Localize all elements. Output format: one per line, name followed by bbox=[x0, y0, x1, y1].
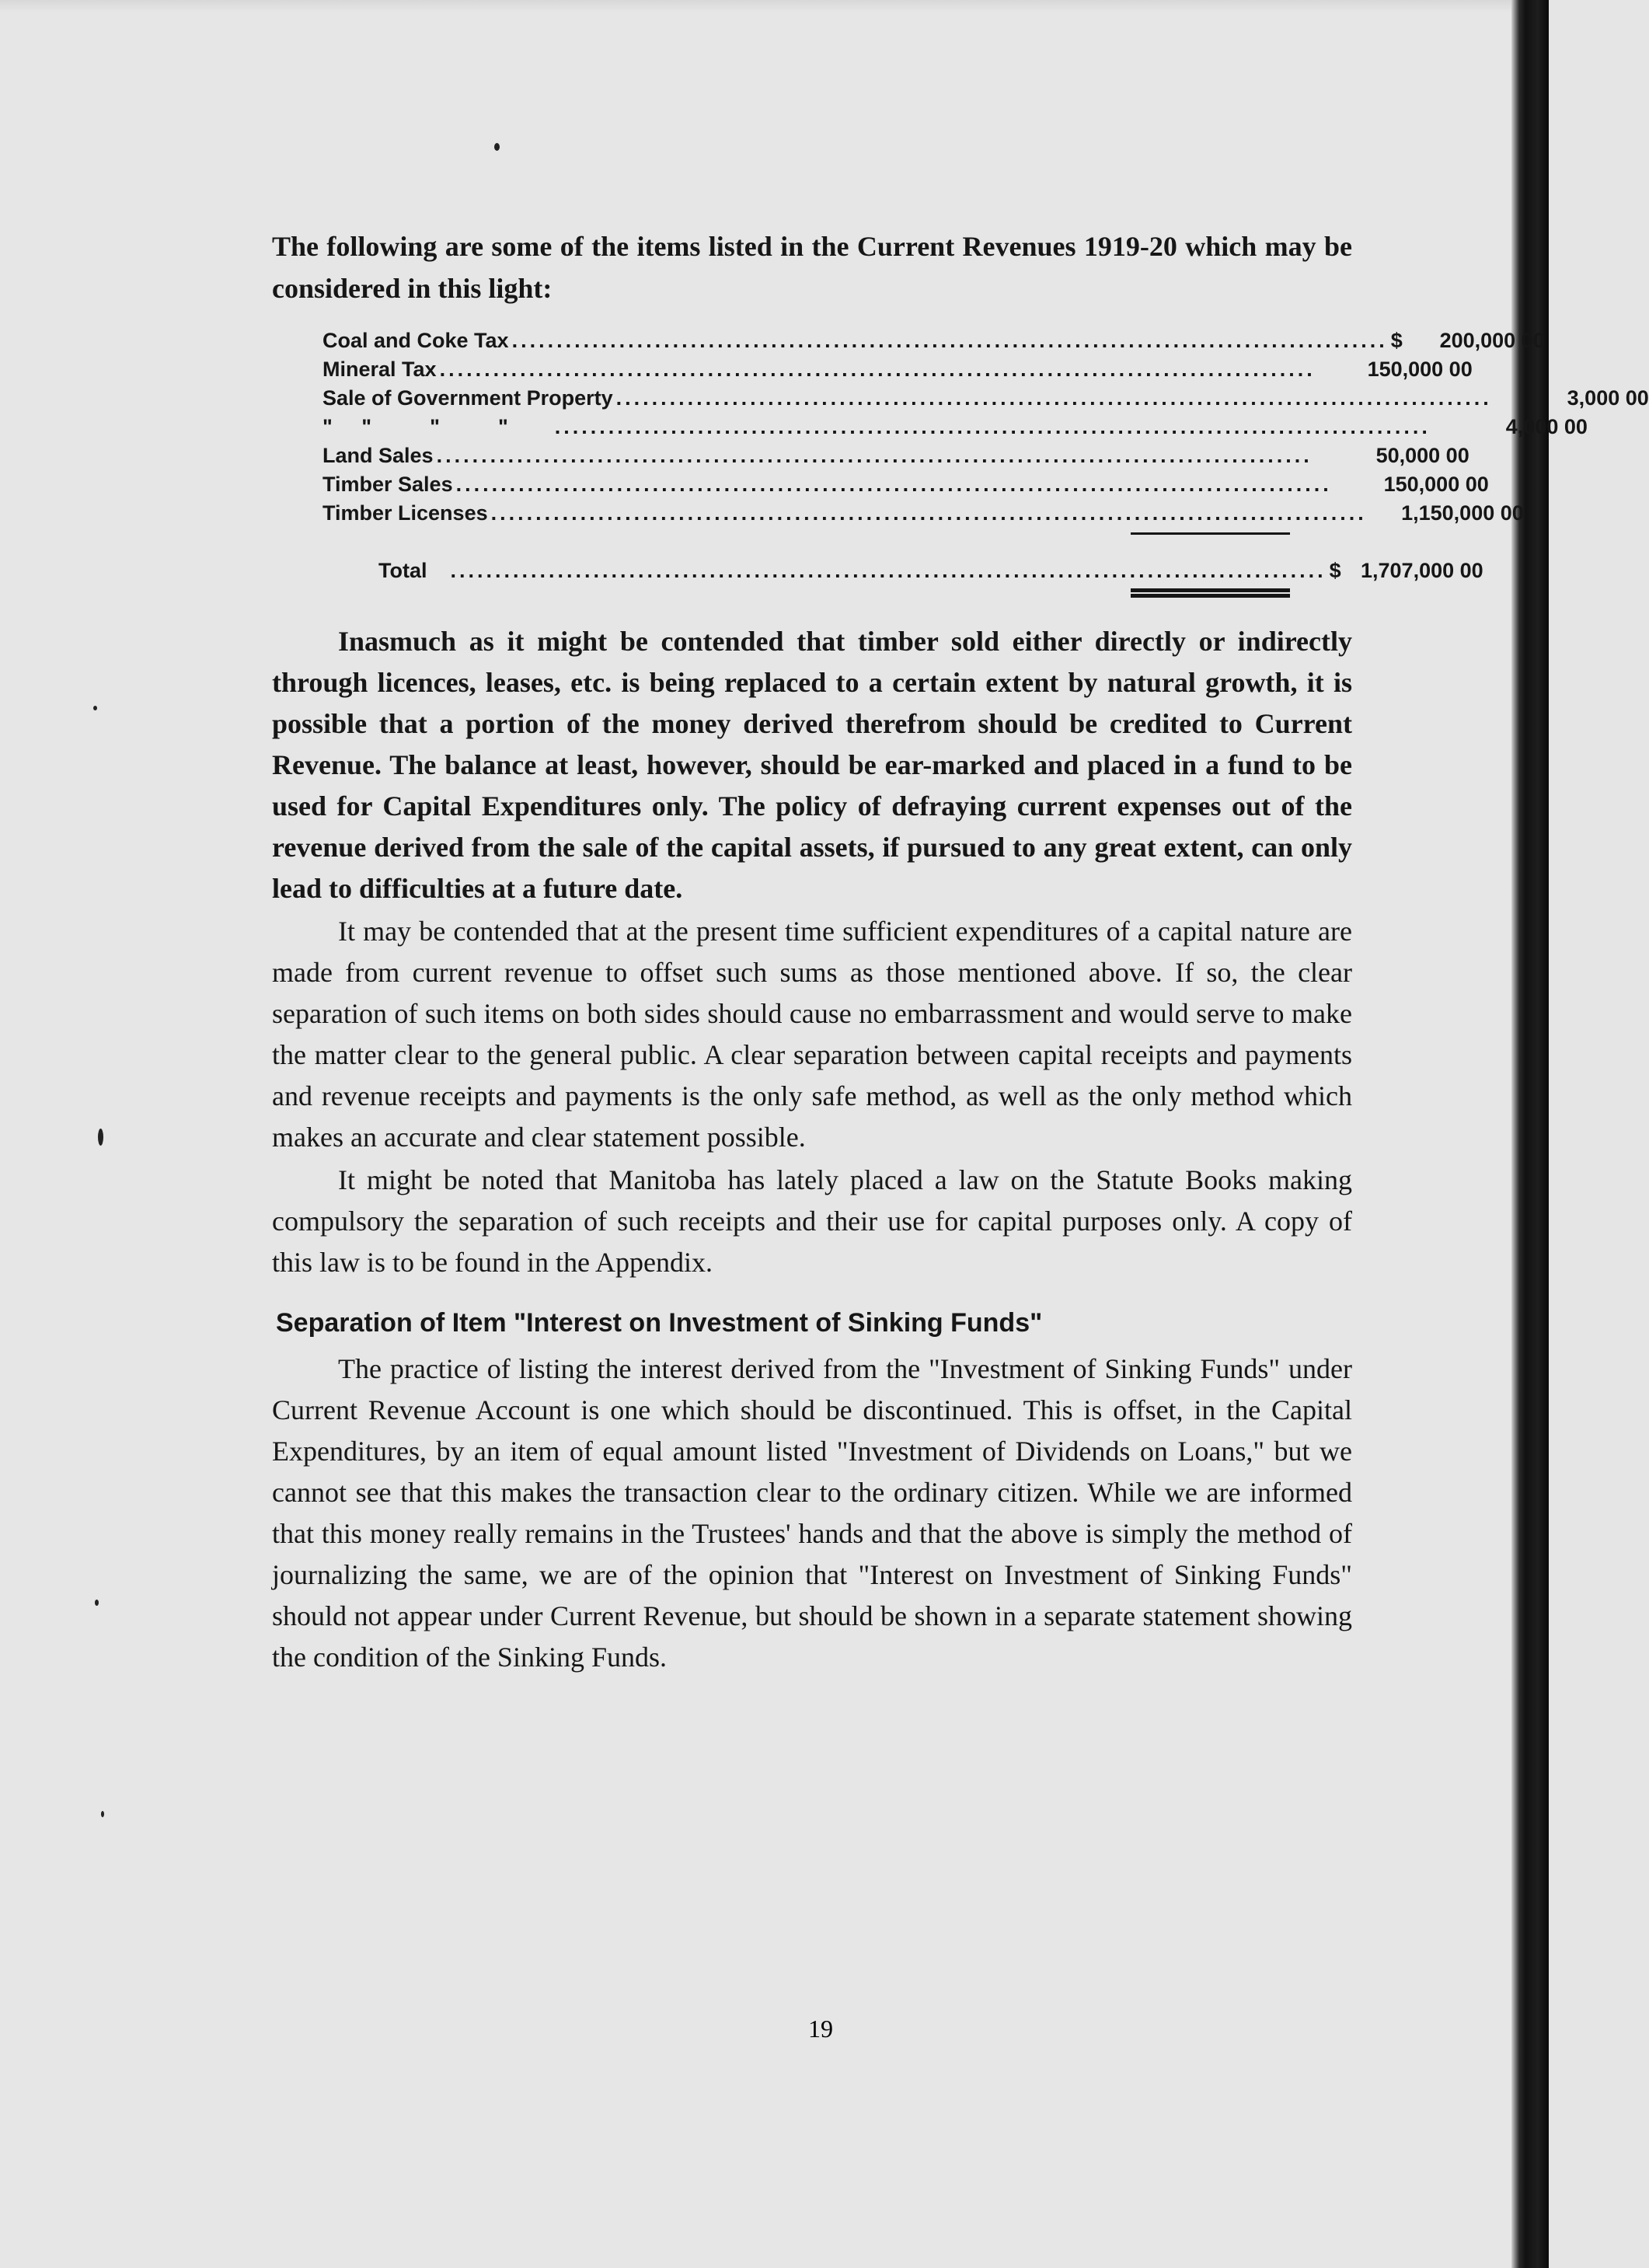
ledger-amount: 150,000 00 bbox=[1383, 473, 1489, 496]
ledger-label: " " " " bbox=[322, 415, 508, 438]
ledger-label: Timber Sales bbox=[322, 473, 453, 496]
dot-leader: .................................................................................................. bbox=[490, 501, 1367, 525]
section-heading: Separation of Item "Interest on Investment of Sinking Funds" bbox=[276, 1308, 1043, 1338]
ledger-amount: 150,000 00 bbox=[1367, 358, 1473, 381]
ledger-amount: 50,000 00 bbox=[1375, 444, 1469, 467]
ink-speck bbox=[98, 1129, 103, 1146]
ledger-label: Coal and Coke Tax bbox=[322, 329, 509, 352]
ledger-row bbox=[322, 384, 1649, 413]
total-double-rule bbox=[1131, 588, 1290, 598]
scan-top-shadow bbox=[0, 0, 1549, 12]
ledger-row bbox=[322, 441, 1469, 470]
dot-leader: .................................................................................................. bbox=[439, 358, 1316, 381]
total-rule bbox=[1131, 532, 1290, 535]
dot-leader: .................................................................................................. bbox=[455, 473, 1332, 496]
body-paragraph: Inasmuch as it might be contended that timber sold either directly or indirectly through licences, leases, etc. is being replaced to a certain extent by natural growth, it is possible that a portion of the money derived therefrom should be credited to Current Revenue. The balance at least, however, should be ear-marked and placed in a fund to be used for Capital Expenditures only. The policy of defraying current expenses out of the revenue derived from the sale of the capital assets, if pursued to any great extent, can only lead to difficulties at a future date. bbox=[272, 626, 1352, 904]
ledger-row bbox=[322, 499, 1524, 528]
intro-paragraph: The following are some of the items listed in the Current Revenues 1919-20 which may be considered in this light: bbox=[272, 231, 1352, 304]
dot-leader: .................................................................................................. bbox=[554, 415, 1431, 438]
dot-leader: .................................................................................................. bbox=[436, 444, 1313, 467]
total-currency: $ bbox=[1329, 559, 1341, 582]
dot-leader: .................................................................................................. bbox=[615, 386, 1492, 410]
ledger-label: Sale of Government Property bbox=[322, 386, 613, 410]
ink-speck bbox=[494, 143, 500, 151]
section-paragraph: The practice of listing the interest derived from the "Investment of Sinking Funds" under Current Revenue Account is one which should be discontinued. This is offset, in the Capital Expenditures, by an item of equal amount listed "Investment of Dividends on Loans," but we cannot see that this makes the transaction clear to the ordinary citizen. While we are informed that this money really remains in the Trustees' hands and that the above is simply the method of journalizing the same, we are of the opinion that "Interest on Investment of Sinking Funds" should not appear under Current Revenue, but should be shown in a separate statement showing the condition of the Sinking Funds. bbox=[272, 1353, 1352, 1673]
total-label: Total bbox=[378, 559, 427, 582]
page-number: 19 bbox=[808, 2015, 833, 2043]
ledger-label: Timber Licenses bbox=[322, 501, 488, 525]
ledger-label: Land Sales bbox=[322, 444, 434, 467]
ledger-row bbox=[322, 413, 1588, 441]
page-content bbox=[272, 225, 1649, 1678]
ledger-total-row bbox=[322, 557, 1483, 585]
total-amount: 1,707,000 00 bbox=[1361, 559, 1483, 582]
body-paragraph: It may be contended that at the present time sufficient expenditures of a capital nature are made from current revenue to offset such sums as those mentioned above. If so, the clear separation of such items on both sides should cause no embarrassment and would serve to make the matter clear to the general public. A clear separation between capital receipts and payments and revenue receipts and payments is the only safe method, as well as the only method which makes an accurate and clear statement possible. bbox=[272, 916, 1352, 1153]
ink-speck bbox=[95, 1600, 99, 1606]
ledger-row bbox=[322, 355, 1473, 384]
ledger-amount: 3,000 00 bbox=[1567, 386, 1649, 410]
revenue-ledger bbox=[322, 326, 1649, 598]
body-paragraph: It might be noted that Manitoba has lately placed a law on the Statute Books making compulsory the separation of such receipts and their use for capital purposes only. A copy of this law is to be found in the Appendix. bbox=[272, 1164, 1352, 1278]
ink-speck bbox=[101, 1811, 104, 1817]
ledger-row bbox=[322, 326, 1545, 355]
dot-leader: .................................................................................................. bbox=[511, 329, 1388, 352]
ledger-amount: 4,000 00 bbox=[1505, 415, 1588, 438]
ink-speck bbox=[93, 706, 97, 710]
ledger-currency: $ bbox=[1390, 329, 1403, 352]
ledger-amount: 200,000 00 bbox=[1439, 329, 1545, 352]
ledger-label: Mineral Tax bbox=[322, 358, 437, 381]
ledger-row bbox=[322, 470, 1489, 499]
ledger-amount: 1,150,000 00 bbox=[1401, 501, 1524, 525]
dot-leader: .................................................................................................. bbox=[450, 559, 1327, 582]
